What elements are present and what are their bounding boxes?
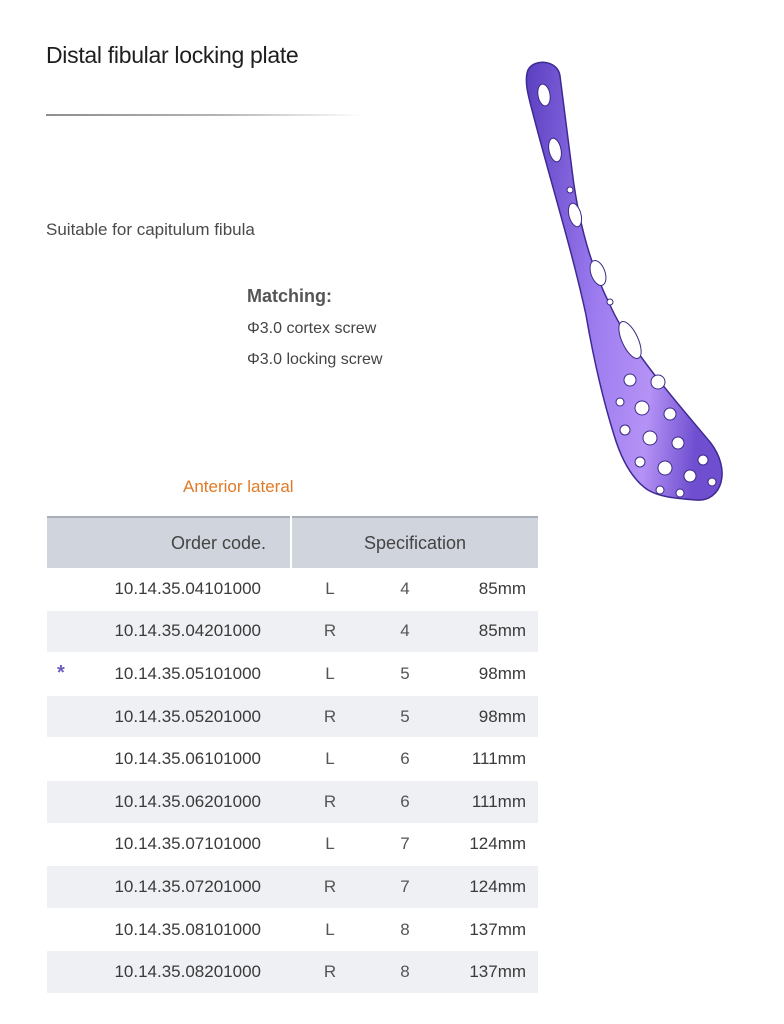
table-row: [47, 738, 538, 781]
featured-marker-icon: *: [57, 662, 65, 685]
section-title: Anterior lateral: [183, 477, 294, 496]
plate-hole: [676, 489, 684, 497]
plate-hole: [567, 187, 573, 193]
order-code-cell: [47, 908, 291, 951]
order-code-text: 10.14.35.07201000: [114, 876, 261, 896]
length-cell: 124mm: [441, 866, 538, 909]
matching-heading: Matching:: [247, 286, 332, 306]
plate-hole: [664, 408, 676, 420]
table-row: [47, 780, 538, 823]
order-code-cell: [47, 695, 291, 738]
plate-hole: [616, 398, 624, 406]
holes-cell: 6: [369, 780, 441, 823]
holes-cell: 8: [369, 951, 441, 994]
table-header-row: [47, 517, 538, 568]
plate-hole: [658, 461, 672, 475]
locking-plate-illustration: [500, 50, 740, 520]
side-cell: R: [291, 695, 369, 738]
plate-hole: [698, 455, 708, 465]
table-row: [47, 568, 538, 610]
holes-cell: 5: [369, 695, 441, 738]
order-code-cell: [47, 780, 291, 823]
order-code-cell: [47, 610, 291, 653]
table-row: [47, 866, 538, 909]
title-divider: [46, 114, 364, 116]
side-cell: R: [291, 951, 369, 994]
plate-hole: [635, 457, 645, 467]
plate-hole: [651, 375, 665, 389]
plate-hole: [672, 437, 684, 449]
order-code-text: 10.14.35.08201000: [114, 962, 261, 982]
side-cell: R: [291, 866, 369, 909]
order-code-text: 10.14.35.05201000: [114, 706, 261, 726]
table-row: [47, 908, 538, 951]
length-cell: 85mm: [441, 568, 538, 610]
plate-hole: [708, 478, 716, 486]
matching-item-cortex: Φ3.0 cortex screw: [247, 320, 377, 337]
table-row: [47, 823, 538, 866]
order-code-text: 10.14.35.07101000: [114, 834, 261, 854]
length-cell: 124mm: [441, 823, 538, 866]
subtitle: Suitable for capitulum fibula: [46, 220, 255, 239]
side-cell: L: [291, 568, 369, 610]
order-table: [47, 516, 538, 994]
plate-hole: [635, 401, 649, 415]
order-code-cell: [47, 653, 291, 696]
table-row: [47, 610, 538, 653]
holes-cell: 4: [369, 610, 441, 653]
length-cell: 137mm: [441, 908, 538, 951]
order-code-cell: [47, 951, 291, 994]
plate-hole: [656, 486, 664, 494]
order-code-text: 10.14.35.08101000: [114, 919, 261, 939]
matching-item-locking: Φ3.0 locking screw: [247, 351, 383, 368]
length-cell: 98mm: [441, 695, 538, 738]
table-row: [47, 653, 538, 696]
plate-hole: [684, 470, 696, 482]
matching-block: [247, 286, 382, 381]
length-cell: 98mm: [441, 653, 538, 696]
side-cell: L: [291, 653, 369, 696]
order-code-cell: [47, 568, 291, 610]
side-cell: R: [291, 780, 369, 823]
holes-cell: 5: [369, 653, 441, 696]
side-cell: R: [291, 610, 369, 653]
order-code-text: 10.14.35.06101000: [114, 749, 261, 769]
plate-hole: [624, 374, 636, 386]
holes-cell: 7: [369, 866, 441, 909]
length-cell: 137mm: [441, 951, 538, 994]
order-code-text: 10.14.35.04201000: [114, 621, 261, 641]
length-cell: 111mm: [441, 738, 538, 781]
side-cell: L: [291, 823, 369, 866]
plate-hole: [620, 425, 630, 435]
order-code-text: 10.14.35.05101000: [114, 663, 261, 683]
length-cell: 111mm: [441, 780, 538, 823]
plate-hole: [643, 431, 657, 445]
order-code-text: 10.14.35.04101000: [114, 578, 261, 598]
order-code-cell: [47, 823, 291, 866]
order-code-text: 10.14.35.06201000: [114, 791, 261, 811]
table-row: [47, 951, 538, 994]
order-code-cell: [47, 866, 291, 909]
specification-header: Specification: [291, 517, 538, 568]
length-cell: 85mm: [441, 610, 538, 653]
holes-cell: 6: [369, 738, 441, 781]
side-cell: L: [291, 908, 369, 951]
holes-cell: 8: [369, 908, 441, 951]
side-cell: L: [291, 738, 369, 781]
page-title: Distal fibular locking plate: [46, 42, 299, 68]
holes-cell: 4: [369, 568, 441, 610]
holes-cell: 7: [369, 823, 441, 866]
order-code-header: Order code.: [47, 517, 291, 568]
order-code-cell: [47, 738, 291, 781]
plate-hole: [607, 299, 613, 305]
table-row: [47, 695, 538, 738]
